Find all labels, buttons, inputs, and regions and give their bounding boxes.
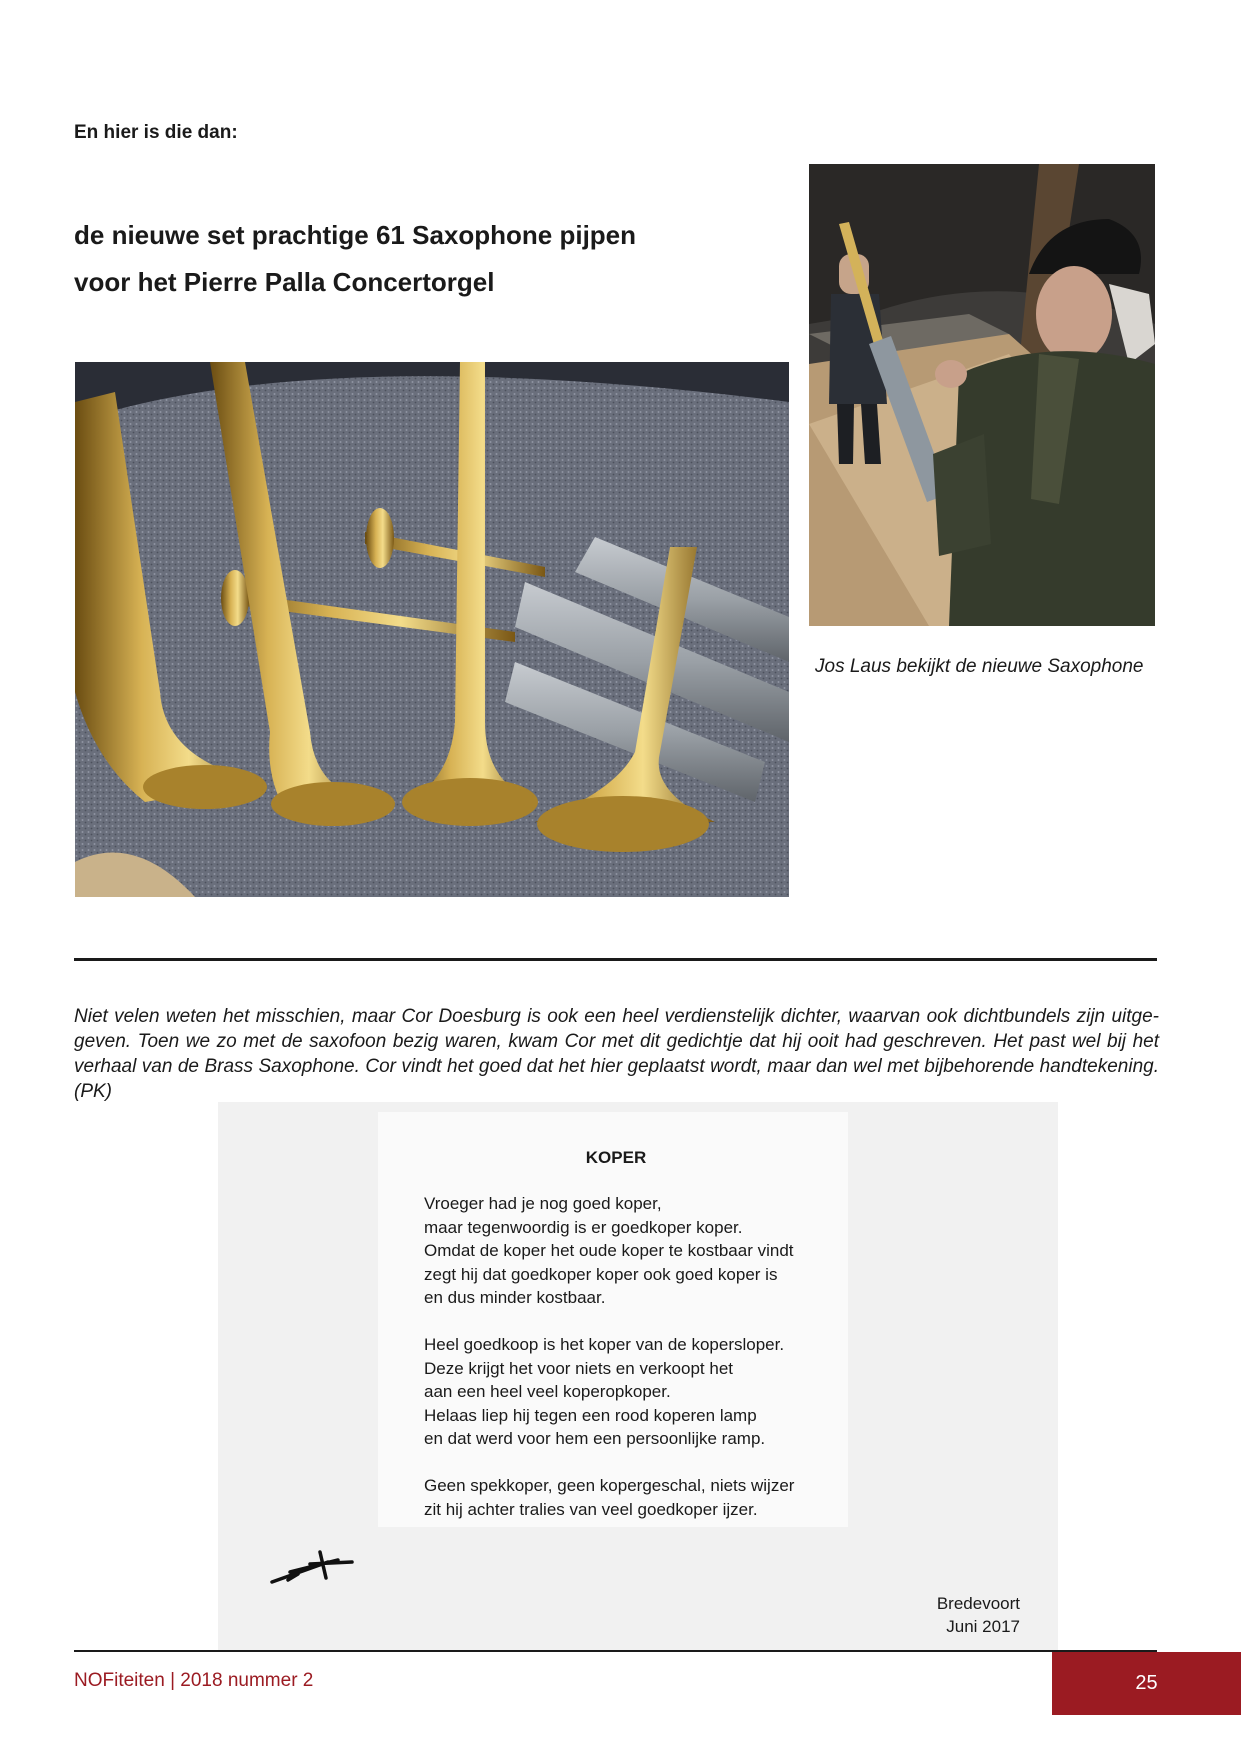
poem-line	[424, 1310, 794, 1334]
poem-line: Helaas liep hij tegen een rood koperen lamp	[424, 1405, 757, 1425]
poem-body	[424, 1192, 794, 1521]
poem-title: KOPER	[585, 1148, 647, 1167]
poem-line: zit hij achter tralies van veel goedkoper ijzer.	[424, 1499, 758, 1519]
poem-line: Heel goedkoop is het koper van de kopersloper.	[424, 1335, 785, 1354]
photo-caption: Jos Laus bekijkt de nieuwe Saxophone	[815, 656, 1144, 677]
footer-publication: NOFiteiten | 2018 nummer 2	[74, 1670, 314, 1691]
poem-line	[424, 1451, 794, 1475]
poem-place: Bredevoort	[936, 1594, 1020, 1613]
poem-line: zegt hij dat goedkoper koper ook goed koper is	[424, 1264, 778, 1284]
page-number-box	[1052, 1652, 1241, 1715]
poem-line: maar tegenwoordig is er goedkoper koper.	[424, 1217, 743, 1237]
poem-line: Geen spekkoper, geen kopergeschal, niets wijzer	[424, 1476, 795, 1495]
poem-line: en dat werd voor hem een persoonlijke ramp.	[424, 1429, 766, 1448]
headline-line-2: voor het Pierre Palla Concertorgel	[74, 267, 495, 297]
page-headline	[74, 212, 636, 306]
intro-text: En hier is die dan:	[74, 122, 238, 143]
poem-line: Vroeger had je nog goed koper,	[424, 1194, 662, 1213]
page-number: 25	[1135, 1672, 1158, 1694]
poem-line: Deze krijgt het voor niets en verkoopt het	[424, 1358, 733, 1378]
signature-mark	[268, 1550, 356, 1590]
jos-laus-photo	[809, 164, 1155, 626]
saxophone-pipes-photo	[75, 362, 789, 897]
intro-paragraph: Niet velen weten het misschien, maar Cor Doesburg is ook een heel verdienstelijk dichter, waarvan ook dichtbundels zijn uitge-geven. Toen we zo met de saxofoon bezig waren, kwam Cor met dit gedichtje dat hij ooit had geschreven. Het past wel bij het verhaal van de Brass Saxophone. Cor vindt het goed dat het hier geplaatst wordt, maar dan wel met bijbehorende handtekening. (PK)	[74, 1006, 1159, 1102]
poem-line: aan een heel veel koperopkoper.	[424, 1382, 671, 1401]
poem-date: Juni 2017	[946, 1617, 1020, 1636]
poem-scan	[218, 1102, 1058, 1650]
poem-place-date	[937, 1592, 1020, 1638]
section-divider	[74, 958, 1157, 961]
poem-line: en dus minder kostbaar.	[424, 1288, 606, 1307]
footer-divider	[74, 1650, 1157, 1652]
headline-line-1: de nieuwe set prachtige 61 Saxophone pijpen	[74, 220, 637, 250]
poem-line: Omdat de koper het oude koper te kostbaar vindt	[424, 1241, 794, 1260]
